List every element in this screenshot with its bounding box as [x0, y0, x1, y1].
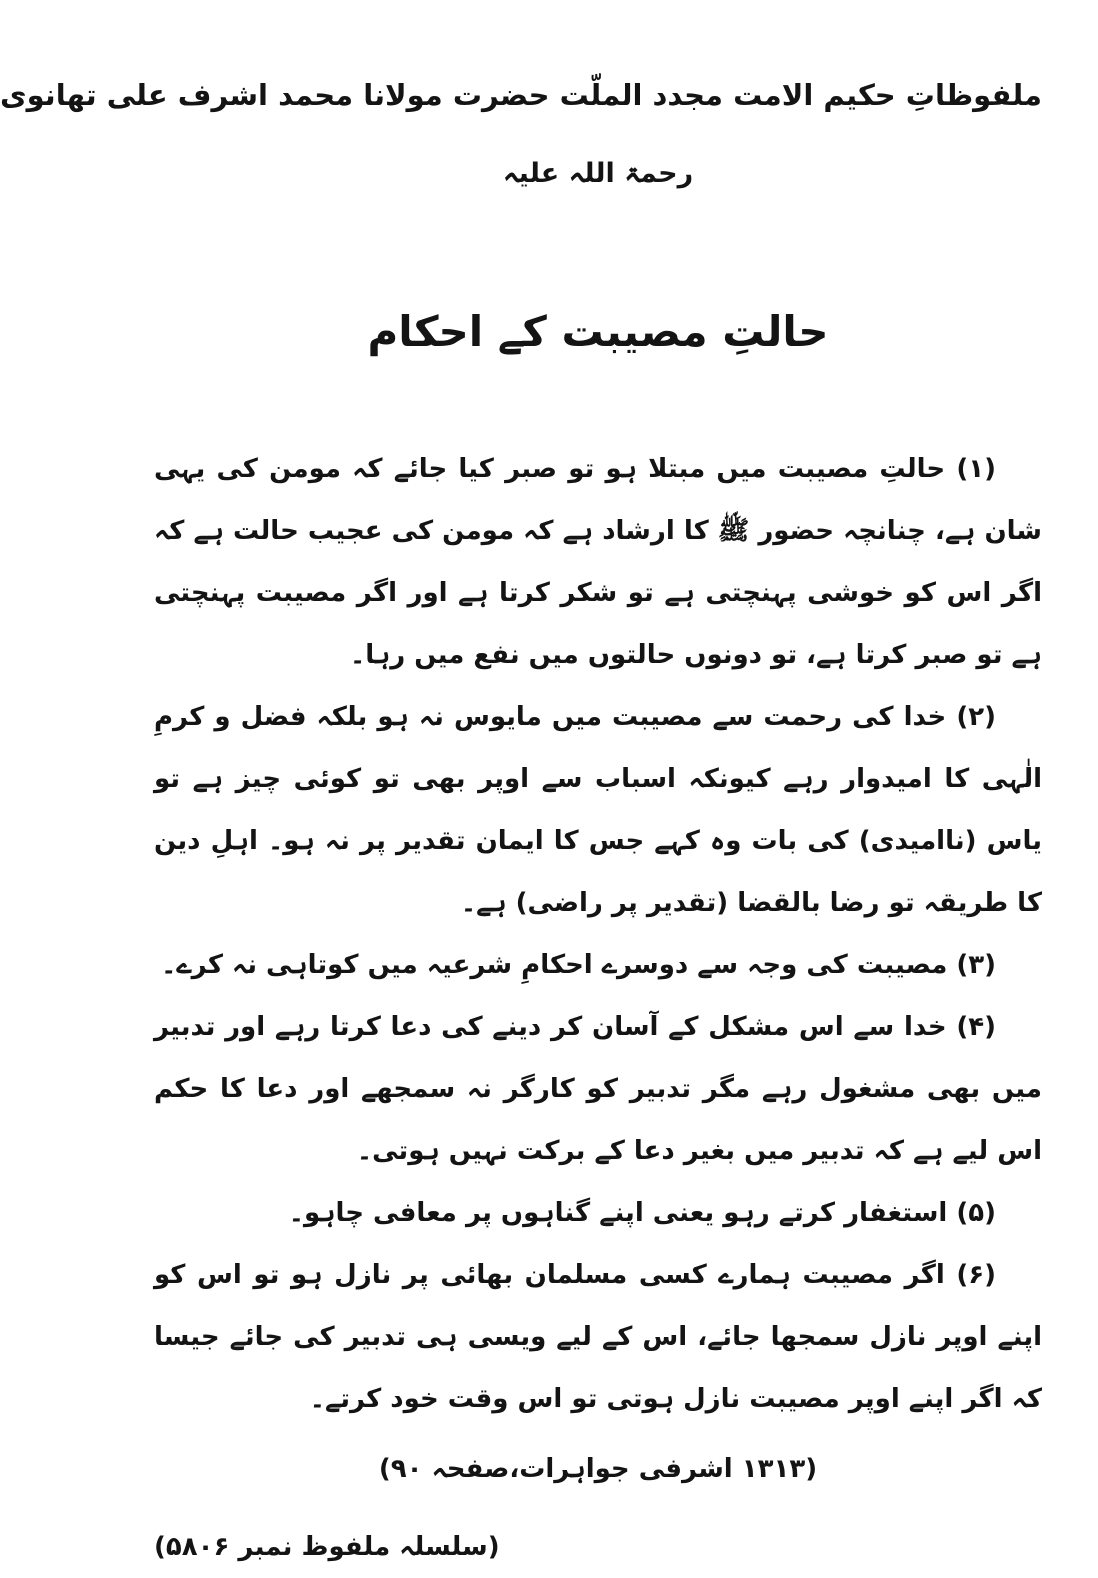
- section-heading: حالتِ مصیبت کے احکام: [367, 306, 829, 356]
- point-3-paragraph: (۳) مصیبت کی وجہ سے دوسرے احکامِ شرعیہ میں کوتاہی نہ کرے۔: [161, 949, 996, 980]
- point-5-paragraph: (۵) استغفار کرتے رہو یعنی اپنے گناہوں پر معافی چاہو۔: [288, 1197, 996, 1228]
- document-title: ملفوظاتِ حکیم الامت مجدد الملّت حضرت مولانا محمد اشرف علی تھانوی: [0, 78, 1042, 112]
- body-text: [154, 438, 1042, 1430]
- honorific-line: رحمۃ اللہ علیہ: [502, 157, 694, 189]
- point-1-paragraph: (۱) حالتِ مصیبت میں مبتلا ہو تو صبر کیا جائے کہ مومن کی یہی شان ہے، چنانچہ حضور ﷺ کا ارشاد ہے کہ مومن کی عجیب حالت ہے کہ اگر اس کو خوشی پہنچتی ہے تو شکر کرتا ہے اور اگر مصیبت پہنچتی ہے تو صبر کرتا ہے، تو دونوں حالتوں میں نفع میں رہا۔: [154, 453, 1042, 670]
- point-6-paragraph: (۶) اگر مصیبت ہمارے کسی مسلمان بھائی پر نازل ہو تو اس کو اپنے اوپر نازل سمجھا جائے، اس کے لیے ویسی ہی تدبیر کی جائے جیسا کہ اگر اپنے اوپر مصیبت نازل ہوتی تو اس وقت خود کرتے۔: [154, 1259, 1042, 1414]
- point-2-paragraph: (۲) خدا کی رحمت سے مصیبت میں مایوس نہ ہو بلکہ فضل و کرمِ الٰہی کا امیدوار رہے کیونکہ اسباب سے اوپر بھی تو کوئی چیز ہے تو یاس (ناامیدی) کی بات وہ کہے جس کا ایمان تقدیر پر نہ ہو۔ اہلِ دین کا طریقہ تو رضا بالقضا (تقدیر پر راضی) ہے۔: [154, 701, 1042, 918]
- point-4-paragraph: (۴) خدا سے اس مشکل کے آسان کر دینے کی دعا کرتا رہے اور تدبیر میں بھی مشغول رہے مگر تدبیر کو کارگر نہ سمجھے اور دعا کا حکم اس لیے ہے کہ تدبیر میں بغیر دعا کے برکت نہیں ہوتی۔: [154, 1011, 1042, 1166]
- citation-line: (۱۳۱۳ اشرفی جواہرات،صفحہ ۹۰): [378, 1453, 818, 1484]
- series-number-line: (سلسلہ ملفوظ نمبر ۵۸۰۶): [154, 1531, 500, 1562]
